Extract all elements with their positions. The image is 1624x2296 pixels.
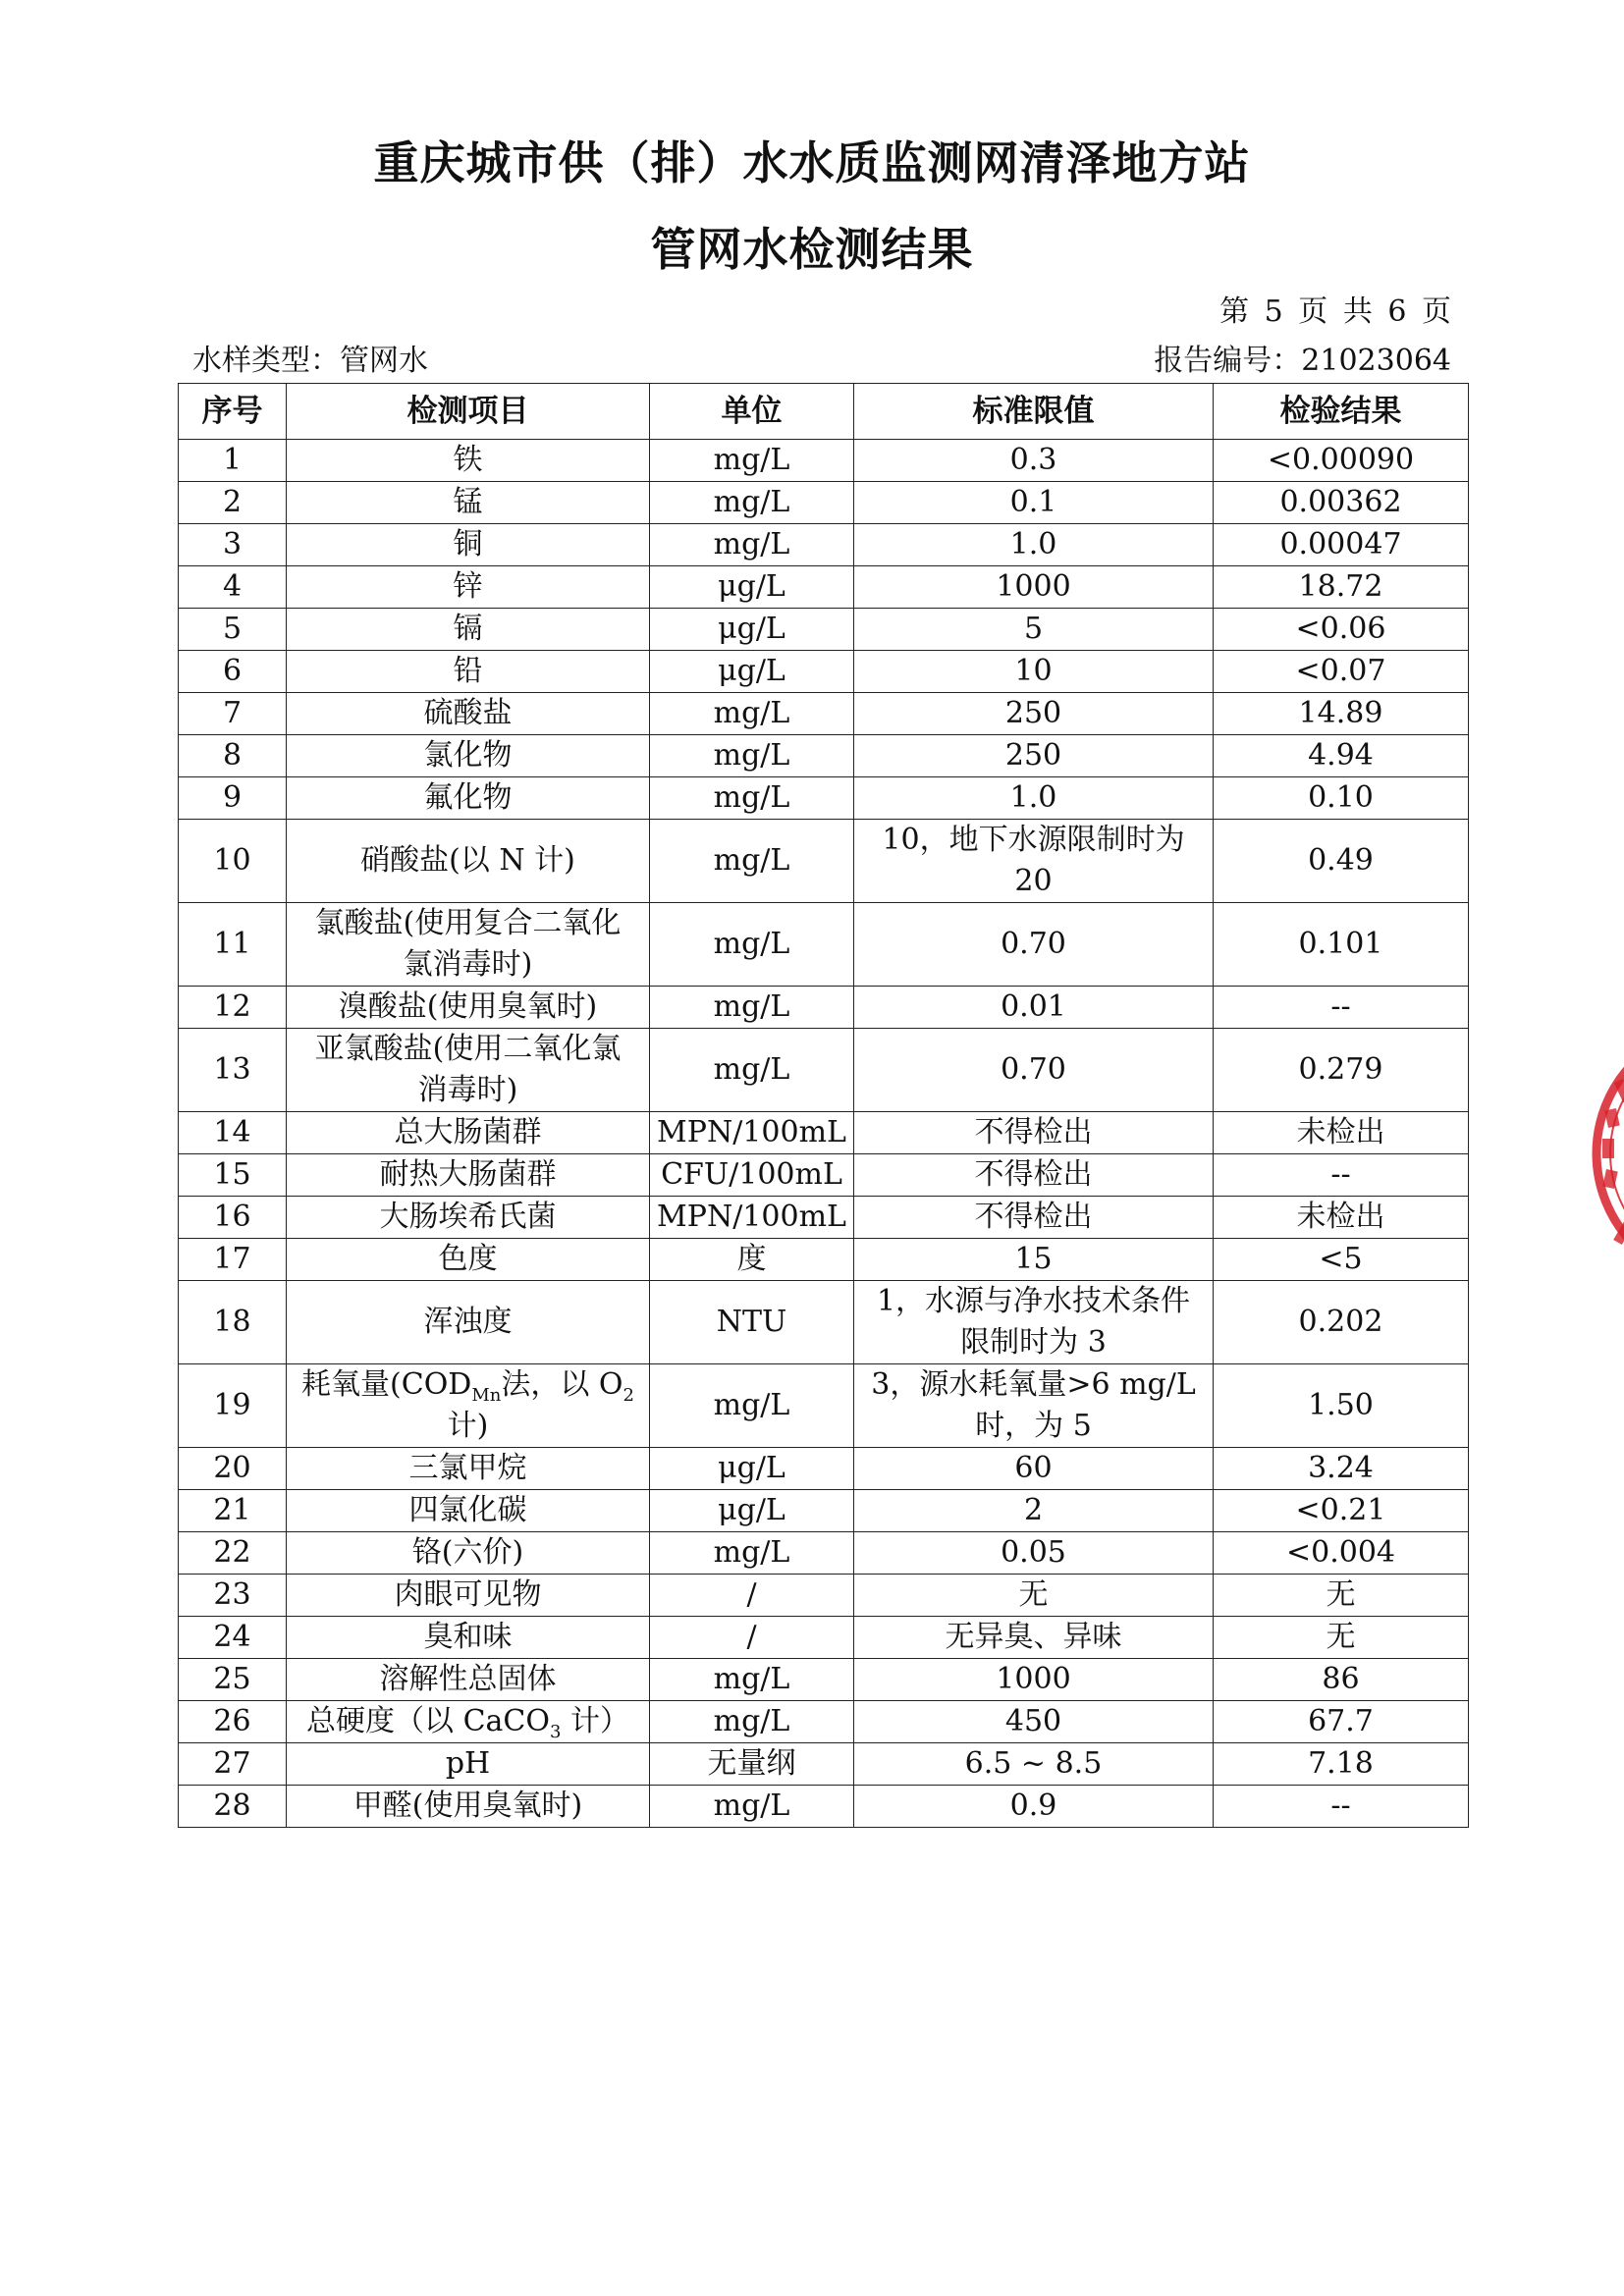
red-seal-stamp <box>1579 1011 1624 1296</box>
row-result: 未检出 <box>1214 1112 1469 1154</box>
row-standard: 5 <box>854 609 1214 651</box>
standard-line: 3，源水耗氧量>6 mg/L <box>871 1367 1196 1402</box>
row-standard: 无异臭、异味 <box>854 1617 1214 1659</box>
row-item: 锌 <box>287 566 650 609</box>
row-result: <0.00090 <box>1214 440 1469 482</box>
table-row <box>179 566 1469 609</box>
row-standard <box>854 1281 1214 1364</box>
row-result: 86 <box>1214 1659 1469 1701</box>
row-unit: MPN/100mL <box>650 1197 854 1239</box>
row-result: 无 <box>1214 1617 1469 1659</box>
standard-line: 时，为 5 <box>975 1409 1092 1443</box>
row-item <box>287 1701 650 1743</box>
row-no: 5 <box>179 609 287 651</box>
row-unit: μg/L <box>650 1490 854 1532</box>
row-item: 浑浊度 <box>287 1281 650 1364</box>
row-unit: mg/L <box>650 987 854 1029</box>
row-unit: MPN/100mL <box>650 1112 854 1154</box>
table-row <box>179 1659 1469 1701</box>
item-subscript: 2 <box>623 1385 634 1406</box>
row-unit: mg/L <box>650 777 854 820</box>
table-row <box>179 524 1469 566</box>
row-no: 8 <box>179 735 287 777</box>
item-text: 计） <box>561 1704 629 1738</box>
row-no: 10 <box>179 820 287 903</box>
row-standard: 0.70 <box>854 1029 1214 1112</box>
row-standard: 1000 <box>854 1659 1214 1701</box>
row-standard: 1.0 <box>854 777 1214 820</box>
row-standard: 10 <box>854 651 1214 693</box>
row-result: 0.00047 <box>1214 524 1469 566</box>
row-no: 21 <box>179 1490 287 1532</box>
row-unit: mg/L <box>650 1364 854 1448</box>
row-standard: 0.70 <box>854 903 1214 987</box>
item-text: 耗氧量(COD <box>301 1367 472 1402</box>
item-line: 亚氯酸盐(使用二氧化氯 <box>314 1032 622 1066</box>
item-text: 总硬度（以 CaCO <box>306 1704 550 1738</box>
row-result: 0.279 <box>1214 1029 1469 1112</box>
row-no: 3 <box>179 524 287 566</box>
row-item: 色度 <box>287 1239 650 1281</box>
report-title: 重庆城市供（排）水水质监测网清泽地方站 <box>373 136 1251 189</box>
results-table <box>178 383 1469 1828</box>
row-result: 0.49 <box>1214 820 1469 903</box>
table-row <box>179 693 1469 735</box>
table-row <box>179 1364 1469 1448</box>
row-standard: 不得检出 <box>854 1197 1214 1239</box>
row-unit: μg/L <box>650 651 854 693</box>
row-item: 溶解性总固体 <box>287 1659 650 1701</box>
table-row <box>179 987 1469 1029</box>
table-row <box>179 651 1469 693</box>
row-item: 肉眼可见物 <box>287 1575 650 1617</box>
row-standard <box>854 1364 1214 1448</box>
row-standard: 不得检出 <box>854 1154 1214 1197</box>
row-item: pH <box>287 1743 650 1786</box>
row-standard: 1000 <box>854 566 1214 609</box>
row-standard: 1.0 <box>854 524 1214 566</box>
row-unit: mg/L <box>650 693 854 735</box>
row-result: 1.50 <box>1214 1364 1469 1448</box>
row-unit: mg/L <box>650 524 854 566</box>
row-result: 未检出 <box>1214 1197 1469 1239</box>
row-unit: mg/L <box>650 903 854 987</box>
row-unit: μg/L <box>650 609 854 651</box>
table-row <box>179 1532 1469 1575</box>
report-subtitle: 管网水检测结果 <box>650 223 974 276</box>
row-no: 22 <box>179 1532 287 1575</box>
row-no: 1 <box>179 440 287 482</box>
row-unit: / <box>650 1575 854 1617</box>
row-no: 28 <box>179 1786 287 1828</box>
table-row <box>179 1617 1469 1659</box>
row-result: 18.72 <box>1214 566 1469 609</box>
row-standard: 0.01 <box>854 987 1214 1029</box>
row-unit: mg/L <box>650 1659 854 1701</box>
table-row <box>179 1490 1469 1532</box>
standard-line: 20 <box>1014 864 1053 898</box>
sample-type: 水样类型：管网水 <box>192 344 428 378</box>
row-item: 镉 <box>287 609 650 651</box>
row-unit: mg/L <box>650 1029 854 1112</box>
table-row <box>179 903 1469 987</box>
row-unit: mg/L <box>650 820 854 903</box>
row-no: 26 <box>179 1701 287 1743</box>
row-no: 20 <box>179 1448 287 1490</box>
row-standard: 不得检出 <box>854 1112 1214 1154</box>
row-result: -- <box>1214 1786 1469 1828</box>
row-no: 25 <box>179 1659 287 1701</box>
table-row <box>179 1154 1469 1197</box>
table-row <box>179 482 1469 524</box>
row-item: 甲醛(使用臭氧时) <box>287 1786 650 1828</box>
standard-line: 限制时为 3 <box>960 1325 1107 1360</box>
row-result: 0.101 <box>1214 903 1469 987</box>
table-row <box>179 609 1469 651</box>
standard-line: 1，水源与净水技术条件 <box>876 1284 1191 1318</box>
row-no: 7 <box>179 693 287 735</box>
row-unit: mg/L <box>650 440 854 482</box>
row-no: 11 <box>179 903 287 987</box>
column-header-result: 检验结果 <box>1214 384 1469 440</box>
row-result: <5 <box>1214 1239 1469 1281</box>
row-no: 16 <box>179 1197 287 1239</box>
row-no: 14 <box>179 1112 287 1154</box>
row-item: 硝酸盐(以 N 计) <box>287 820 650 903</box>
column-header-no: 序号 <box>179 384 287 440</box>
row-item: 铬(六价) <box>287 1532 650 1575</box>
row-result: -- <box>1214 987 1469 1029</box>
row-standard: 2 <box>854 1490 1214 1532</box>
row-no: 4 <box>179 566 287 609</box>
row-item: 氟化物 <box>287 777 650 820</box>
table-row <box>179 1281 1469 1364</box>
table-row <box>179 1239 1469 1281</box>
row-no: 27 <box>179 1743 287 1786</box>
item-subscript: Mn <box>471 1385 502 1406</box>
row-unit: μg/L <box>650 566 854 609</box>
row-result: 0.202 <box>1214 1281 1469 1364</box>
report-number: 报告编号：21023064 <box>1154 344 1451 378</box>
row-result: <0.07 <box>1214 651 1469 693</box>
table-row <box>179 1743 1469 1786</box>
table-header-row <box>179 384 1469 440</box>
row-standard <box>854 820 1214 903</box>
row-unit: mg/L <box>650 1786 854 1828</box>
row-standard: 15 <box>854 1239 1214 1281</box>
row-no: 2 <box>179 482 287 524</box>
row-item: 铁 <box>287 440 650 482</box>
item-line: 消毒时) <box>417 1073 518 1107</box>
row-item: 硫酸盐 <box>287 693 650 735</box>
row-item: 总大肠菌群 <box>287 1112 650 1154</box>
row-standard: 0.1 <box>854 482 1214 524</box>
row-result: -- <box>1214 1154 1469 1197</box>
row-no: 24 <box>179 1617 287 1659</box>
row-item: 溴酸盐(使用臭氧时) <box>287 987 650 1029</box>
row-result: 0.00362 <box>1214 482 1469 524</box>
row-no: 18 <box>179 1281 287 1364</box>
table-row <box>179 440 1469 482</box>
row-standard: 0.05 <box>854 1532 1214 1575</box>
table-row <box>179 1029 1469 1112</box>
row-item: 大肠埃希氏菌 <box>287 1197 650 1239</box>
row-result: 67.7 <box>1214 1701 1469 1743</box>
row-unit: / <box>650 1617 854 1659</box>
row-result: 无 <box>1214 1575 1469 1617</box>
row-item: 氯化物 <box>287 735 650 777</box>
row-standard: 无 <box>854 1575 1214 1617</box>
row-no: 12 <box>179 987 287 1029</box>
table-row <box>179 1701 1469 1743</box>
table-row <box>179 1786 1469 1828</box>
table-row <box>179 1575 1469 1617</box>
table-row <box>179 1112 1469 1154</box>
row-result: <0.06 <box>1214 609 1469 651</box>
row-unit: mg/L <box>650 1532 854 1575</box>
row-item: 臭和味 <box>287 1617 650 1659</box>
row-standard: 6.5 ~ 8.5 <box>854 1743 1214 1786</box>
row-item: 耐热大肠菌群 <box>287 1154 650 1197</box>
row-no: 6 <box>179 651 287 693</box>
column-header-standard: 标准限值 <box>854 384 1214 440</box>
row-standard: 250 <box>854 735 1214 777</box>
row-unit: NTU <box>650 1281 854 1364</box>
column-header-item: 检测项目 <box>287 384 650 440</box>
row-unit: 度 <box>650 1239 854 1281</box>
row-item: 四氯化碳 <box>287 1490 650 1532</box>
column-header-unit: 单位 <box>650 384 854 440</box>
row-no: 17 <box>179 1239 287 1281</box>
item-text: 法，以 O <box>501 1367 623 1402</box>
item-line: 计) <box>447 1409 489 1443</box>
table-row <box>179 1448 1469 1490</box>
table-row <box>179 735 1469 777</box>
row-unit: mg/L <box>650 482 854 524</box>
row-item: 三氯甲烷 <box>287 1448 650 1490</box>
row-no: 13 <box>179 1029 287 1112</box>
row-result: 14.89 <box>1214 693 1469 735</box>
row-item <box>287 903 650 987</box>
table-row <box>179 820 1469 903</box>
row-no: 15 <box>179 1154 287 1197</box>
row-no: 19 <box>179 1364 287 1448</box>
row-no: 23 <box>179 1575 287 1617</box>
row-standard: 0.3 <box>854 440 1214 482</box>
row-unit: μg/L <box>650 1448 854 1490</box>
row-standard: 250 <box>854 693 1214 735</box>
row-item <box>287 1364 650 1448</box>
row-no: 9 <box>179 777 287 820</box>
row-unit: 无量纲 <box>650 1743 854 1786</box>
row-unit: mg/L <box>650 1701 854 1743</box>
row-item: 锰 <box>287 482 650 524</box>
standard-line: 10，地下水源限制时为 <box>882 823 1185 857</box>
row-standard: 0.9 <box>854 1786 1214 1828</box>
table-row <box>179 1197 1469 1239</box>
row-result: 3.24 <box>1214 1448 1469 1490</box>
row-result: <0.21 <box>1214 1490 1469 1532</box>
row-item: 铅 <box>287 651 650 693</box>
page-indicator: 第 5 页 共 6 页 <box>1219 294 1451 329</box>
row-standard: 60 <box>854 1448 1214 1490</box>
row-result: <0.004 <box>1214 1532 1469 1575</box>
row-unit: mg/L <box>650 735 854 777</box>
item-line: 氯消毒时) <box>403 947 533 982</box>
table-row <box>179 777 1469 820</box>
row-standard: 450 <box>854 1701 1214 1743</box>
row-result: 0.10 <box>1214 777 1469 820</box>
row-item: 铜 <box>287 524 650 566</box>
row-unit: CFU/100mL <box>650 1154 854 1197</box>
item-subscript: 3 <box>549 1722 562 1742</box>
item-line: 氯酸盐(使用复合二氧化 <box>314 906 622 940</box>
row-result: 7.18 <box>1214 1743 1469 1786</box>
row-result: 4.94 <box>1214 735 1469 777</box>
row-item <box>287 1029 650 1112</box>
